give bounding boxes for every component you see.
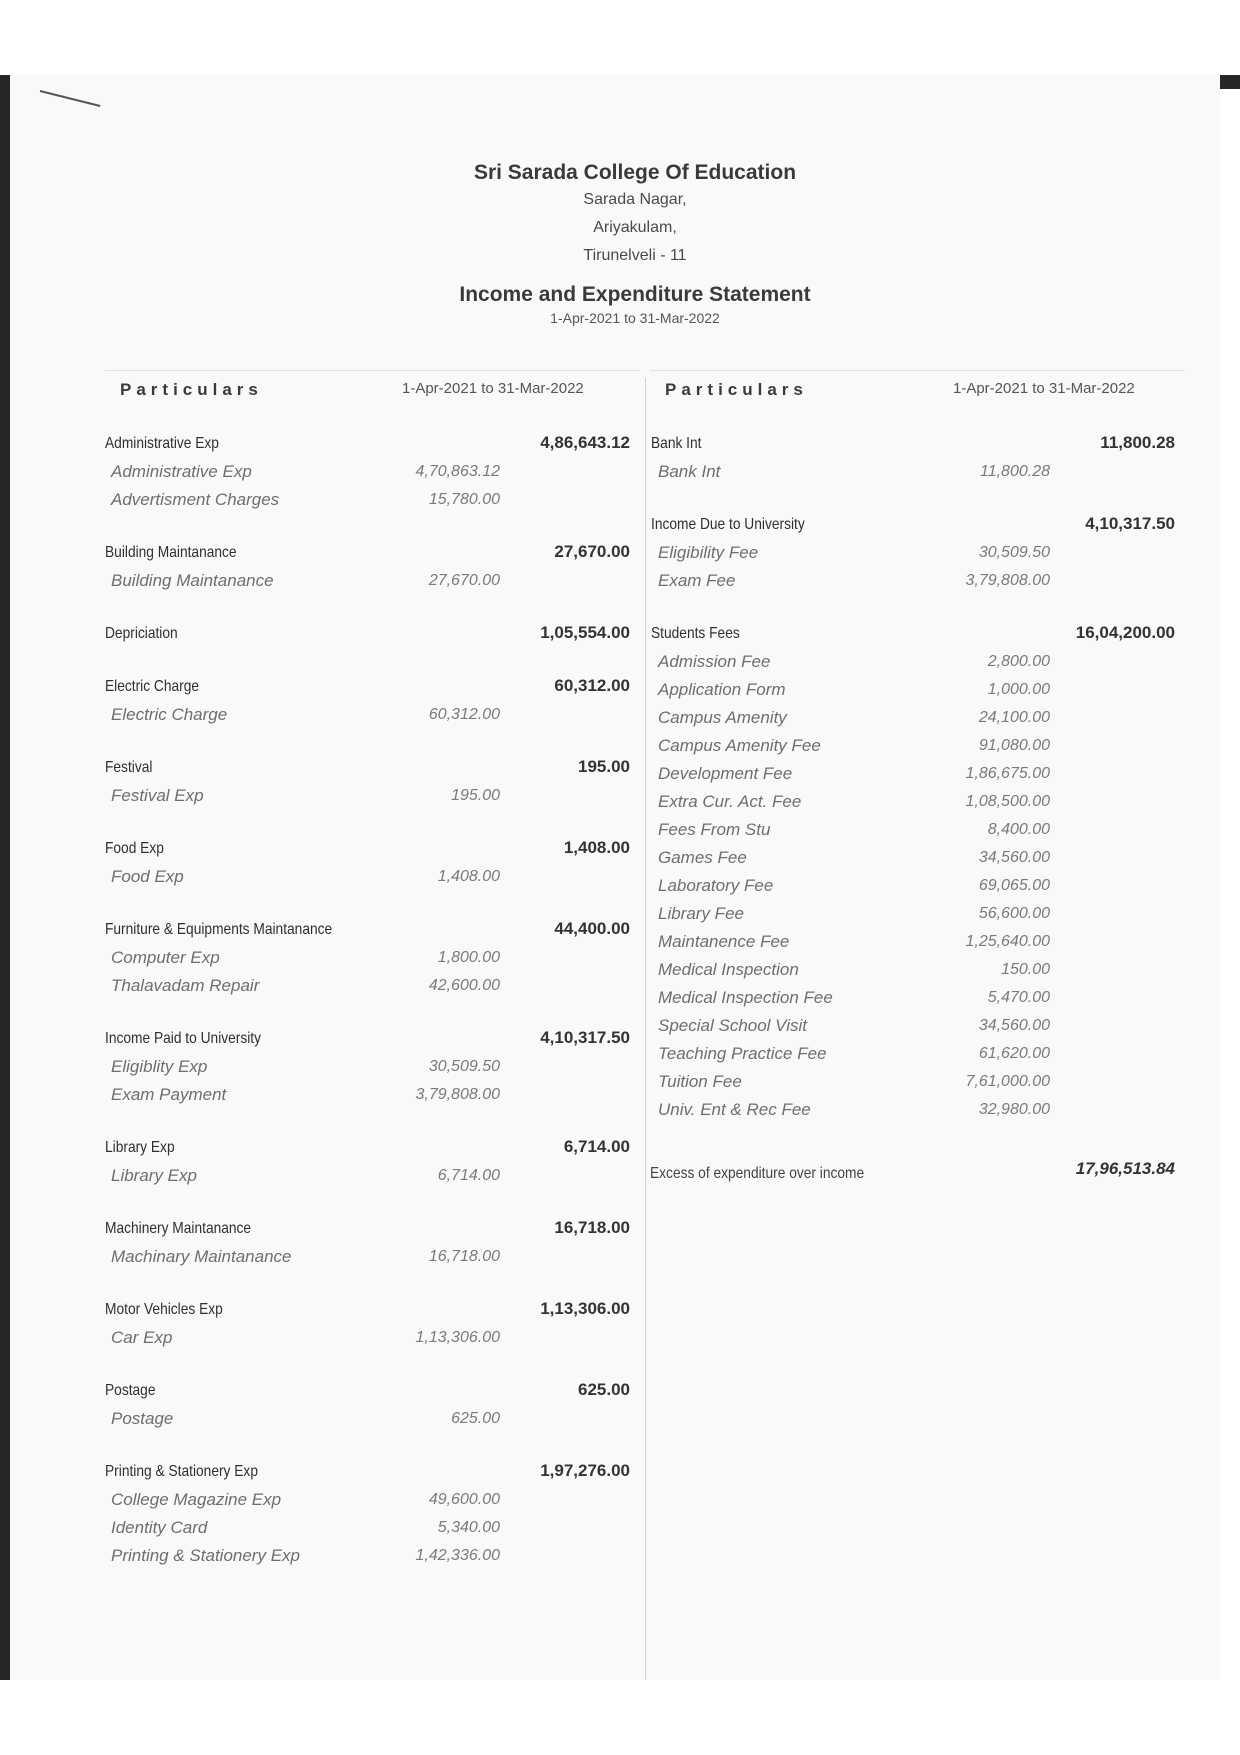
- header-rule-right: [650, 370, 1185, 371]
- line-item-amount: 11,800.28: [980, 463, 1050, 480]
- excess-amount: 17,96,513.84: [1075, 1159, 1175, 1178]
- group-total: 16,718.00: [554, 1218, 630, 1237]
- line-item-name: Identity Card: [111, 1518, 208, 1537]
- line-item-amount: 1,42,336.00: [415, 1547, 500, 1564]
- line-item-name: Univ. Ent & Rec Fee: [658, 1100, 811, 1119]
- group-total: 1,408.00: [563, 838, 630, 857]
- group-total: 4,86,643.12: [540, 433, 630, 452]
- group-total: 11,800.28: [1100, 433, 1175, 452]
- column-divider: [645, 378, 646, 1680]
- group-name: Motor Vehicles Exp: [105, 1301, 223, 1318]
- line-item-amount: 3,79,808.00: [965, 572, 1050, 589]
- group-name: Library Exp: [105, 1139, 175, 1156]
- line-item-amount: 49,600.00: [428, 1491, 500, 1508]
- line-item-name: Tuition Fee: [658, 1072, 742, 1091]
- line-item-name: Advertisment Charges: [111, 490, 280, 509]
- line-item-amount: 150.00: [1001, 961, 1050, 978]
- header-rule-left: [105, 370, 640, 371]
- line-item-amount: 91,080.00: [978, 737, 1050, 754]
- line-item-amount: 1,13,306.00: [415, 1329, 500, 1346]
- group-name: Electric Charge: [105, 678, 200, 695]
- group-name: Printing & Stationery Exp: [105, 1463, 258, 1480]
- group-total: 16,04,200.00: [1075, 623, 1175, 642]
- statement-title: Income and Expenditure Statement: [459, 283, 811, 306]
- line-item-amount: 1,08,500.00: [965, 793, 1050, 810]
- line-item-name: Laboratory Fee: [658, 876, 774, 895]
- statement-period: 1-Apr-2021 to 31-Mar-2022: [550, 310, 720, 326]
- line-item-amount: 56,600.00: [978, 905, 1050, 922]
- group-name: Furniture & Equipments Maintanance: [105, 921, 333, 938]
- line-item-amount: 69,065.00: [978, 877, 1050, 894]
- line-item-amount: 30,509.50: [428, 1058, 500, 1075]
- line-item-amount: 16,718.00: [428, 1248, 500, 1265]
- line-item-name: Thalavadam Repair: [111, 976, 260, 995]
- line-item-name: Development Fee: [658, 764, 793, 783]
- line-item-name: Campus Amenity Fee: [658, 736, 821, 755]
- group-total: 4,10,317.50: [1085, 514, 1175, 533]
- line-item-name: Library Exp: [111, 1166, 197, 1185]
- line-item-name: Campus Amenity: [658, 708, 787, 727]
- group-name: Building Maintanance: [105, 544, 237, 561]
- group-total: 625.00: [578, 1380, 630, 1399]
- address-line-2: Ariyakulam,: [593, 219, 677, 236]
- line-item-amount: 5,340.00: [437, 1519, 500, 1536]
- line-item-name: Electric Charge: [111, 705, 228, 724]
- group-total: 44,400.00: [554, 919, 630, 938]
- line-item-name: College Magazine Exp: [111, 1490, 282, 1509]
- line-item-amount: 5,470.00: [987, 989, 1050, 1006]
- line-item-name: Printing & Stationery Exp: [111, 1546, 300, 1565]
- group-name: Depriciation: [105, 625, 178, 642]
- line-item-name: Extra Cur. Act. Fee: [658, 792, 802, 811]
- line-item-name: Machinary Maintanance: [111, 1247, 292, 1266]
- line-item-name: Admission Fee: [658, 652, 771, 671]
- line-item-name: Exam Fee: [658, 571, 736, 590]
- line-item-name: Library Fee: [658, 904, 744, 923]
- line-item-amount: 1,86,675.00: [965, 765, 1050, 782]
- address-line-3: Tirunelveli - 11: [583, 247, 687, 264]
- group-total: 195.00: [578, 757, 630, 776]
- line-item-amount: 2,800.00: [987, 653, 1050, 670]
- group-total: 1,05,554.00: [540, 623, 630, 642]
- line-item-name: Eligibility Fee: [658, 543, 759, 562]
- group-name: Festival: [105, 759, 153, 776]
- group-total: 1,13,306.00: [540, 1299, 630, 1318]
- income-period-heading: 1-Apr-2021 to 31-Mar-2022: [953, 380, 1135, 397]
- line-item-name: Bank Int: [658, 462, 721, 481]
- group-name: Bank Int: [651, 435, 702, 452]
- line-item-name: Exam Payment: [111, 1085, 227, 1104]
- line-item-amount: 6,714.00: [437, 1167, 500, 1184]
- line-item-amount: 34,560.00: [978, 1017, 1050, 1034]
- line-item-amount: 1,25,640.00: [965, 933, 1050, 950]
- group-name: Machinery Maintanance: [105, 1220, 252, 1237]
- group-total: 60,312.00: [554, 676, 630, 695]
- line-item-name: Application Form: [658, 680, 786, 699]
- line-item-name: Maintanence Fee: [658, 932, 790, 951]
- line-item-amount: 15,780.00: [428, 491, 500, 508]
- line-item-name: Car Exp: [111, 1328, 173, 1347]
- line-item-amount: 7,61,000.00: [965, 1073, 1050, 1090]
- line-item-name: Administrative Exp: [111, 462, 252, 481]
- line-item-name: Medical Inspection Fee: [658, 988, 833, 1007]
- line-item-amount: 625.00: [451, 1410, 500, 1427]
- line-item-name: Teaching Practice Fee: [658, 1044, 827, 1063]
- line-item-amount: 61,620.00: [978, 1045, 1050, 1062]
- line-item-amount: 24,100.00: [978, 709, 1050, 726]
- group-name: Postage: [105, 1382, 156, 1399]
- expenditure-particulars-heading: Particulars: [120, 380, 263, 399]
- line-item-name: Building Maintanance: [111, 571, 274, 590]
- income-particulars-heading: Particulars: [665, 380, 808, 399]
- address-line-1: Sarada Nagar,: [583, 191, 687, 208]
- college-name: Sri Sarada College Of Education: [473, 161, 797, 184]
- line-item-name: Food Exp: [111, 867, 184, 886]
- expenditure-period-heading: 1-Apr-2021 to 31-Mar-2022: [402, 380, 584, 397]
- group-total: 4,10,317.50: [540, 1028, 630, 1047]
- line-item-name: Fees From Stu: [658, 820, 771, 839]
- line-item-name: Computer Exp: [111, 948, 220, 967]
- line-item-amount: 1,000.00: [987, 681, 1050, 698]
- group-total: 1,97,276.00: [540, 1461, 630, 1480]
- scan-edge-right: [1220, 75, 1240, 89]
- group-name: Income Due to University: [651, 516, 805, 533]
- line-item-amount: 34,560.00: [978, 849, 1050, 866]
- line-item-amount: 60,312.00: [428, 706, 500, 723]
- line-item-name: Games Fee: [658, 848, 747, 867]
- line-item-amount: 42,600.00: [428, 977, 500, 994]
- line-item-name: Special School Visit: [658, 1016, 807, 1035]
- line-item-amount: 27,670.00: [428, 572, 500, 589]
- line-item-name: Eligiblity Exp: [111, 1057, 208, 1076]
- line-item-name: Festival Exp: [111, 786, 204, 805]
- group-name: Administrative Exp: [105, 435, 219, 452]
- line-item-amount: 32,980.00: [978, 1101, 1050, 1118]
- line-item-name: Postage: [111, 1409, 174, 1428]
- group-total: 6,714.00: [563, 1137, 630, 1156]
- line-item-amount: 8,400.00: [987, 821, 1050, 838]
- group-total: 27,670.00: [554, 542, 630, 561]
- group-name: Students Fees: [651, 625, 740, 642]
- line-item-amount: 30,509.50: [978, 544, 1050, 561]
- line-item-amount: 3,79,808.00: [415, 1086, 500, 1103]
- line-item-name: Medical Inspection: [658, 960, 799, 979]
- line-item-amount: 1,800.00: [437, 949, 500, 966]
- excess-label: Excess of expenditure over income: [650, 1165, 865, 1182]
- line-item-amount: 195.00: [451, 787, 500, 804]
- group-name: Income Paid to University: [105, 1030, 262, 1047]
- line-item-amount: 1,408.00: [437, 868, 500, 885]
- line-item-amount: 4,70,863.12: [415, 463, 500, 480]
- statement-header: [0, 160, 1240, 328]
- group-name: Food Exp: [105, 840, 164, 857]
